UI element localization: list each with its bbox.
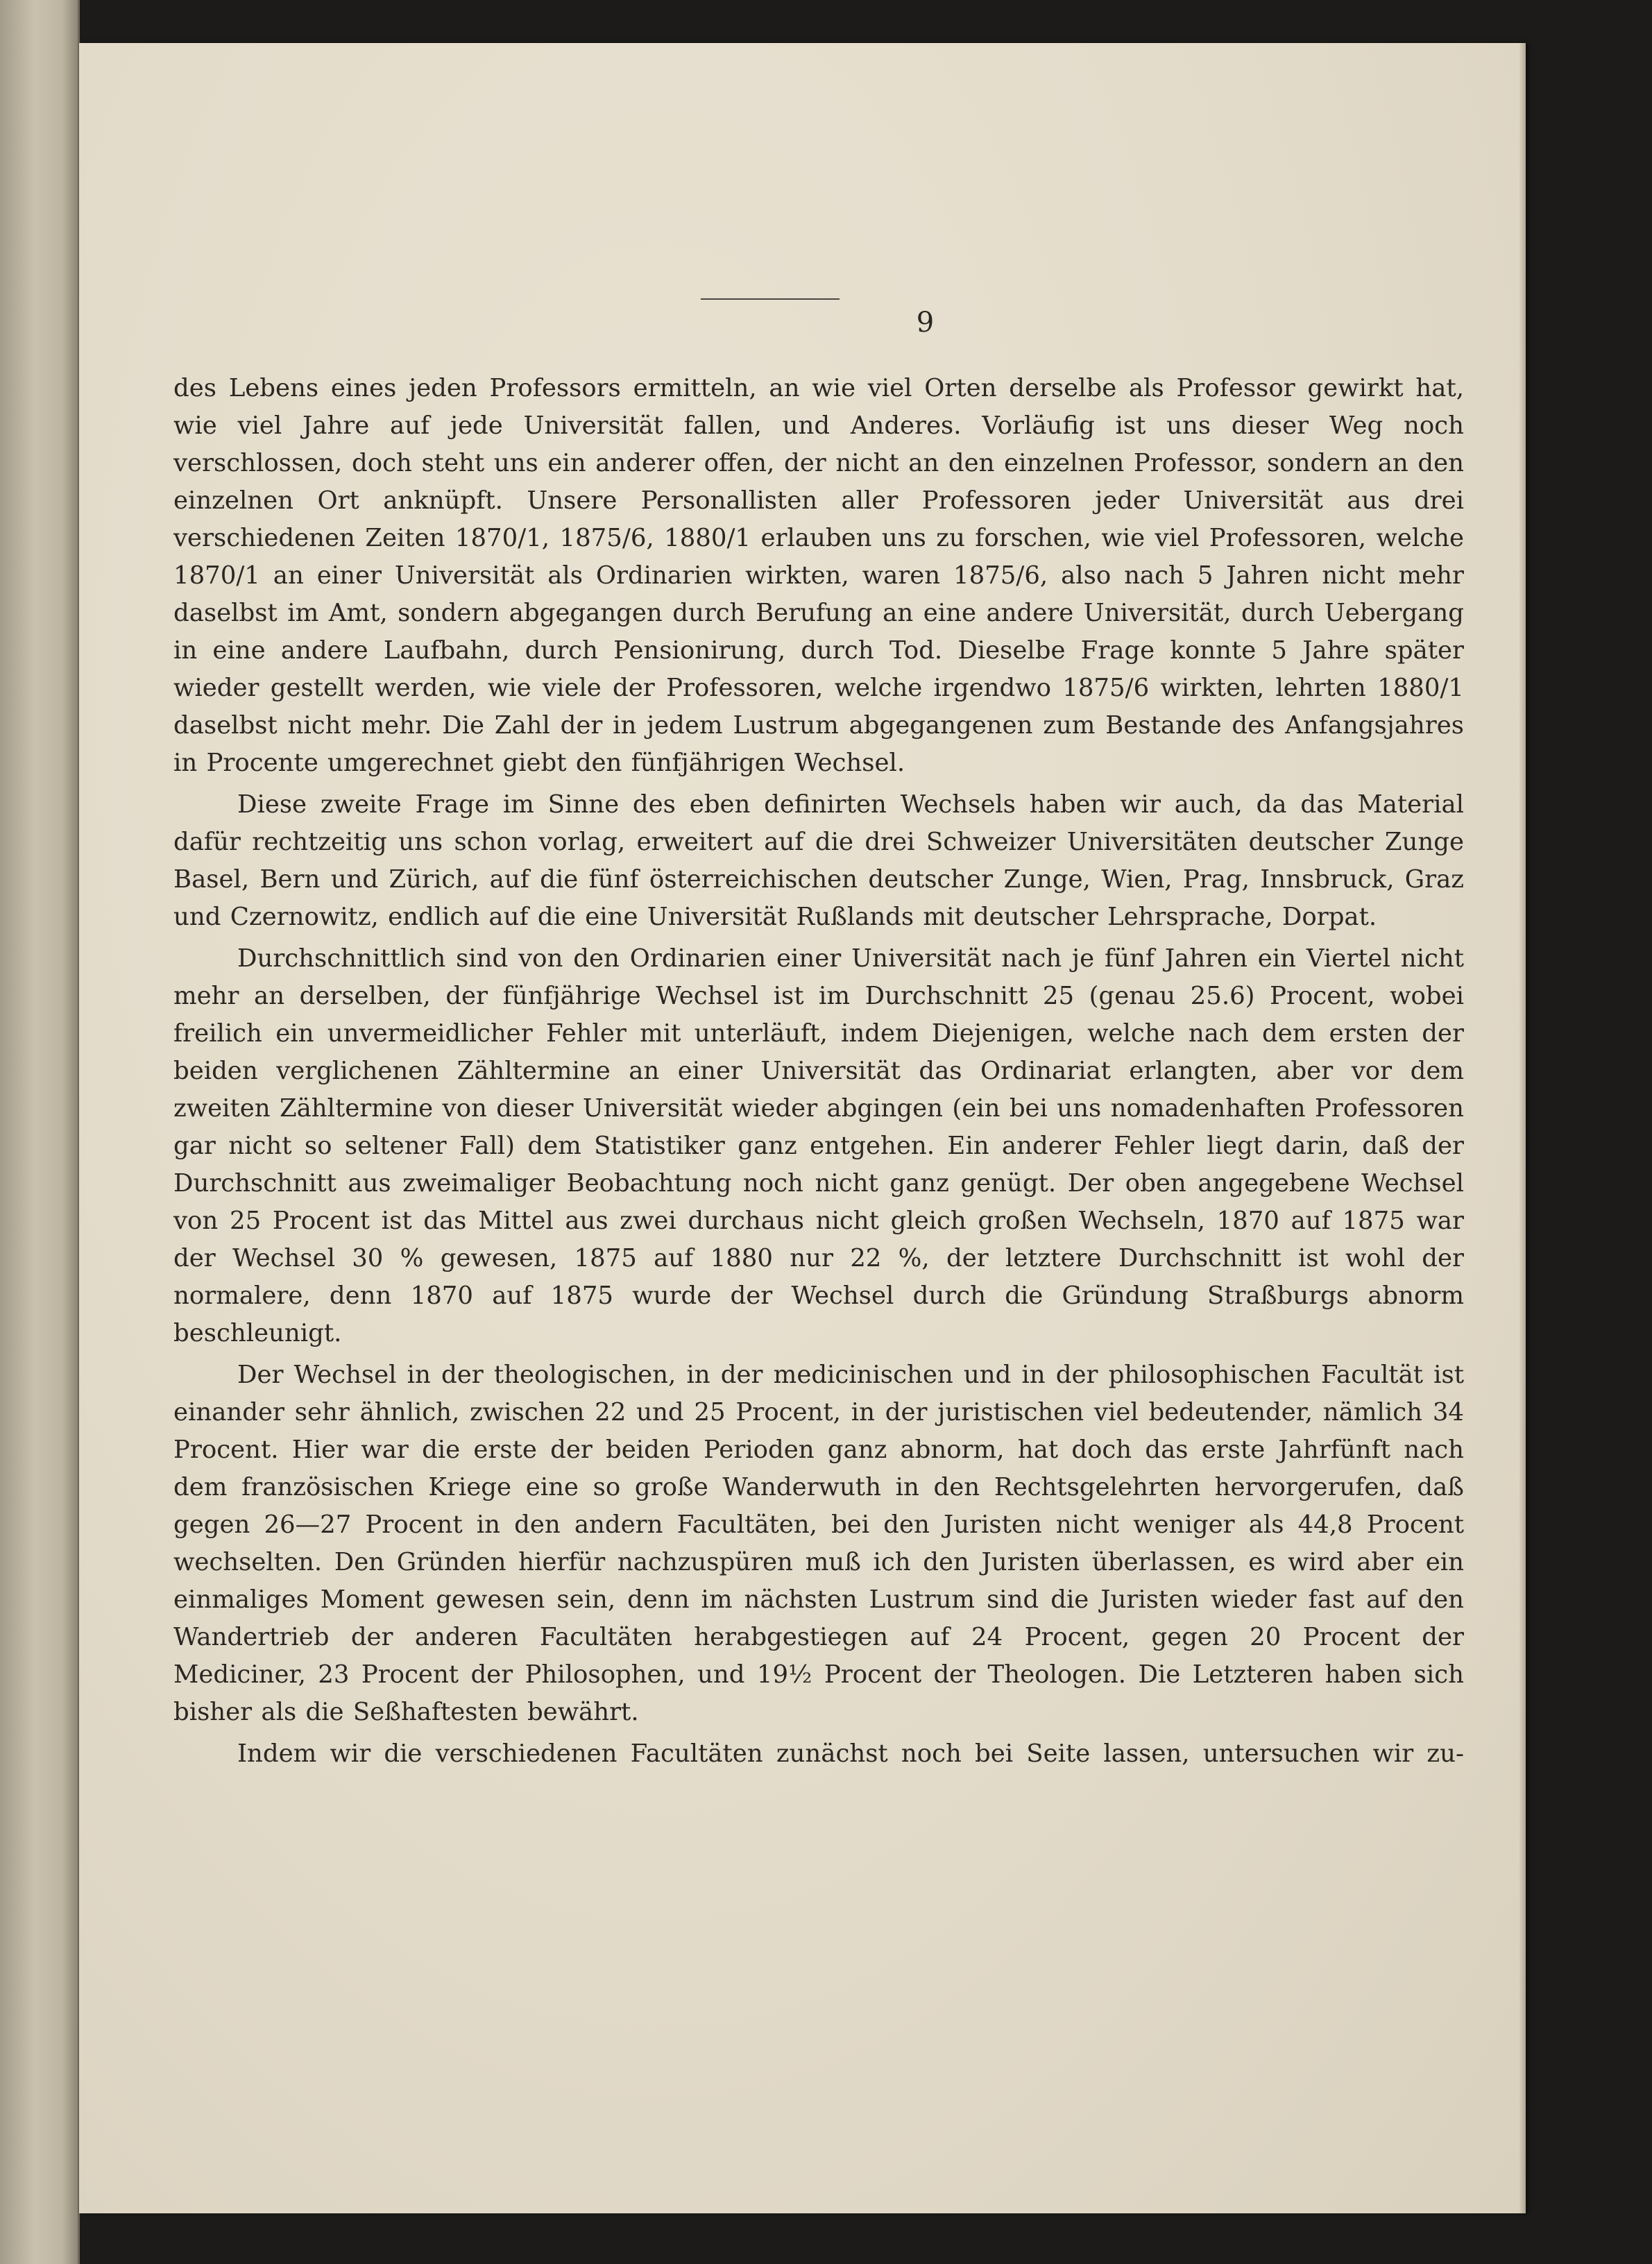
page-number: 9 — [916, 307, 935, 339]
paragraph-1: des Lebens eines jeden Professors ermitteln, an wie viel Orten derselbe als Professor gewirkt hat, wie viel Jahre auf jede Universität fallen, und Anderes. Vorläufig ist uns dieser Weg noch verschlossen, doch steht uns ein anderer offen, der nicht an den einzelnen Professor, sondern an den einzelnen Ort anknüpft. Unsere Personallisten aller Professoren jeder Universität aus drei verschiedenen Zeiten 1870/1, 1875/6, 1880/1 erlauben uns zu forschen, wie viel Professoren, welche 1870/1 an einer Universität als Ordinarien wirkten, waren 1875/6, also nach 5 Jahren nicht mehr daselbst im Amt, sondern abgegangen durch Berufung an eine andere Universität, durch Uebergang in eine andere Laufbahn, durch Pensionirung, durch Tod. Dieselbe Frage konnte 5 Jahre später wieder gestellt werden, wie viele der Professoren, welche irgendwo 1875/6 wirkten, lehrten 1880/1 daselbst nicht mehr. Die Zahl der in jedem Lustrum abgegangenen zum Bestande des Anfangsjahres in Procente umgerechnet giebt den fünfjährigen Wechsel. — [173, 374, 1464, 777]
paragraph-4: Der Wechsel in der theologischen, in der medicinischen und in der philosophischen Facultät ist einander sehr ähnlich, zwischen 22 und 25 Procent, in der juristischen viel bedeutender, nämlich 34 Procent. Hier war die erste der beiden Perioden ganz abnorm, hat doch das erste Jahrfünft nach dem französischen Kriege eine so große Wanderwuth in den Rechtsgelehrten hervorgerufen, daß gegen 26—27 Procent in den andern Facultäten, bei den Juristen nicht weniger als 44,8 Procent wechselten. Den Gründen hierfür nachzuspüren muß ich den Juristen überlassen, es wird aber ein einmaliges Moment gewesen sein, denn im nächsten Lustrum sind die Juristen wieder fast auf den Wandertrieb der anderen Facultäten herabgestiegen auf 24 Procent, gegen 20 Procent der Mediciner, 23 Procent der Philosophen, und 19½ Procent der Theologen. Die Letzteren haben sich bisher als die Seßhaftesten bewährt. — [173, 1361, 1464, 1726]
previous-page-edge — [0, 0, 80, 2264]
page-shadow-edge — [1519, 43, 1526, 2213]
page-number-rule — [701, 298, 840, 300]
paragraph-3: Durchschnittlich sind von den Ordinarien einer Universität nach je fünf Jahren ein Viertel nicht mehr an derselben, der fünfjährige Wechsel ist im Durchschnitt 25 (genau 25.6) Procent, wobei freilich ein unvermeidlicher Fehler mit unterläuft, indem Diejenigen, welche nach dem ersten der beiden verglichenen Zähltermine an einer Universität das Ordinariat erlangten, aber vor dem zweiten Zähltermine von dieser Universität wieder abgingen (ein bei uns nomadenhaften Professoren gar nicht so seltener Fall) dem Statistiker ganz entgehen. Ein anderer Fehler liegt darin, daß der Durchschnitt aus zweimaliger Beobachtung noch nicht ganz genügt. Der oben angegebene Wechsel von 25 Procent ist das Mittel aus zwei durchaus nicht gleich großen Wechseln, 1870 auf 1875 war der Wechsel 30 % gewesen, 1875 auf 1880 nur 22 %, der letztere Durchschnitt ist wohl der normalere, denn 1870 auf 1875 wurde der Wechsel durch die Gründung Straßburgs abnorm beschleunigt. — [173, 944, 1464, 1347]
paragraph-5: Indem wir die verschiedenen Facultäten zunächst noch bei Seite lassen, untersuchen wir zu- — [237, 1739, 1464, 1768]
paragraph-2: Diese zweite Frage im Sinne des eben definirten Wechsels haben wir auch, da das Material dafür rechtzeitig uns schon vorlag, erweitert auf die drei Schweizer Universitäten deutscher Zunge Basel, Bern und Zürich, auf die fünf österreichischen deutscher Zunge, Wien, Prag, Innsbruck, Graz und Czernowitz, endlich auf die eine Universität Rußlands mit deutscher Lehrsprache, Dorpat. — [173, 790, 1464, 931]
body-text — [173, 370, 1464, 1773]
